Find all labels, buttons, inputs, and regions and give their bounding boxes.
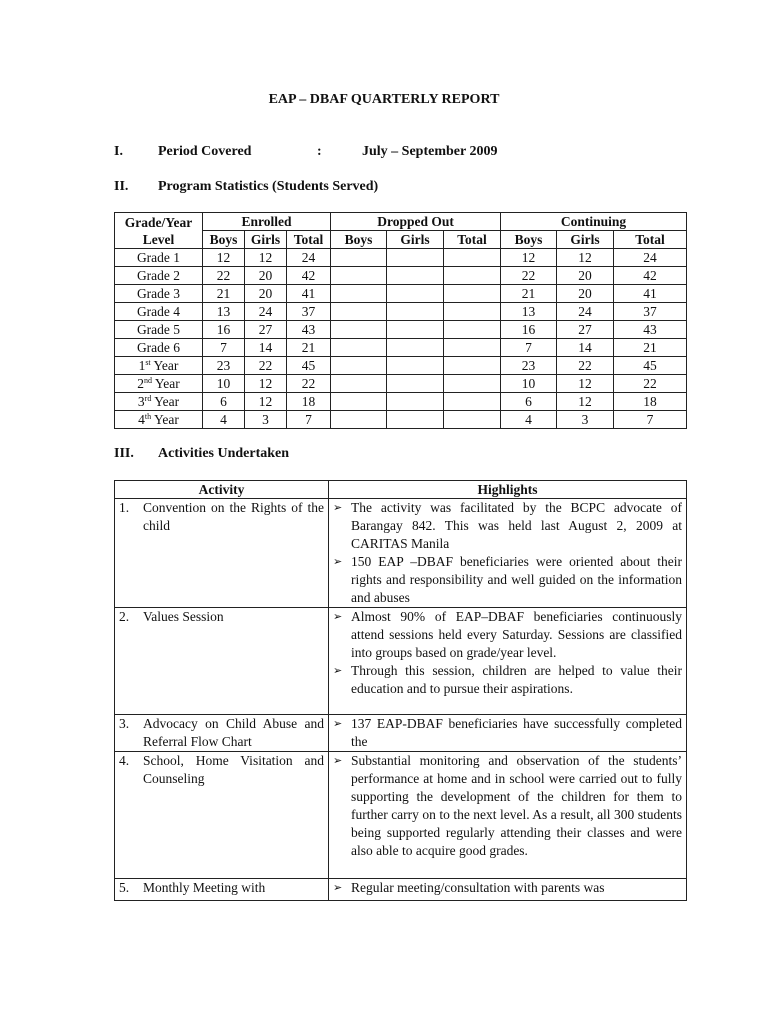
enrolled-value-cell: 23 <box>203 357 245 375</box>
arrowhead-bullet-icon: ➢ <box>333 611 343 623</box>
continuing-value-cell: 24 <box>614 249 687 267</box>
dropped-value-cell <box>331 249 387 267</box>
highlight-item <box>333 662 682 698</box>
enrolled-value-cell: 45 <box>287 357 331 375</box>
dropped-value-cell <box>444 303 501 321</box>
grade-label: Grade 6 <box>136 340 181 355</box>
dropped-value-cell <box>444 375 501 393</box>
arrowhead-bullet-icon: ➢ <box>333 718 343 730</box>
section-activities-undertaken <box>114 446 289 462</box>
activity-name: Convention on the Rights of the child <box>143 500 324 533</box>
subheader-cell: Total <box>444 231 501 249</box>
grade-level-cell <box>115 285 203 303</box>
grade-label: Grade 1 <box>136 250 181 265</box>
continuing-value-cell: 45 <box>614 357 687 375</box>
enrolled-value-cell: 21 <box>287 339 331 357</box>
dropped-value-cell <box>331 375 387 393</box>
continuing-value-cell: 12 <box>501 249 557 267</box>
highlights-header: Highlights <box>329 481 687 499</box>
highlights-cell <box>329 752 687 879</box>
enrolled-value-cell: 14 <box>245 339 287 357</box>
year-suffix: Year <box>151 394 180 409</box>
enrolled-value-cell: 22 <box>287 375 331 393</box>
continuing-value-cell: 22 <box>501 267 557 285</box>
dropped-value-cell <box>444 321 501 339</box>
dropped-value-cell <box>387 303 444 321</box>
table-row <box>115 339 687 357</box>
period-value: July – September 2009 <box>362 144 498 159</box>
table-row <box>115 375 687 393</box>
enrolled-value-cell: 24 <box>287 249 331 267</box>
activity-cell <box>115 879 329 901</box>
highlight-item <box>333 715 682 751</box>
subheader-cell: Boys <box>501 231 557 249</box>
continuing-value-cell: 14 <box>557 339 614 357</box>
enrolled-value-cell: 12 <box>245 393 287 411</box>
grade-label: Grade 3 <box>136 286 181 301</box>
enrolled-value-cell: 24 <box>245 303 287 321</box>
continuing-value-cell: 21 <box>614 339 687 357</box>
grade-label: 2 <box>137 376 144 391</box>
dropped-value-cell <box>331 339 387 357</box>
continuing-value-cell: 43 <box>614 321 687 339</box>
continuing-value-cell: 18 <box>614 393 687 411</box>
year-suffix: Year <box>151 412 179 427</box>
dropped-value-cell <box>444 267 501 285</box>
arrowhead-bullet-icon: ➢ <box>333 882 343 894</box>
grade-label: 1 <box>138 358 146 373</box>
highlight-text: Substantial monitoring and observation of the students’ performance at home and in school were carried out to fully supporting the development of the children for them to further carry on to the next level. As a result, all 300 students being supported regularly attending their classes and were also able to acquire good grades. <box>351 753 682 858</box>
enrolled-value-cell: 12 <box>203 249 245 267</box>
subheader-cell: Boys <box>203 231 245 249</box>
dropped-value-cell <box>387 411 444 429</box>
subheader-cell: Total <box>614 231 687 249</box>
table-row <box>115 321 687 339</box>
section-label: Program Statistics (Students Served) <box>158 179 379 194</box>
continuing-value-cell: 22 <box>614 375 687 393</box>
enrolled-value-cell: 7 <box>287 411 331 429</box>
activity-name: Advocacy on Child Abuse and Referral Flow Chart <box>143 716 324 749</box>
activity-row <box>115 608 687 715</box>
enrolled-value-cell: 3 <box>245 411 287 429</box>
subheader-cell: Girls <box>557 231 614 249</box>
enrolled-value-cell: 4 <box>203 411 245 429</box>
arrowhead-bullet-icon: ➢ <box>333 502 343 514</box>
section-number: II. <box>114 179 129 194</box>
dropped-value-cell <box>444 357 501 375</box>
enrolled-value-cell: 41 <box>287 285 331 303</box>
grade-level-cell <box>115 321 203 339</box>
activity-item <box>119 499 324 535</box>
dropped-value-cell <box>444 285 501 303</box>
enrolled-value-cell: 20 <box>245 285 287 303</box>
grade-label: 4 <box>138 412 145 427</box>
enrolled-value-cell: 7 <box>203 339 245 357</box>
dropped-value-cell <box>387 393 444 411</box>
activity-cell <box>115 608 329 715</box>
subheader-cell: Total <box>287 231 331 249</box>
grade-level-cell <box>115 339 203 357</box>
continuing-value-cell: 3 <box>557 411 614 429</box>
table-row <box>115 285 687 303</box>
enrolled-value-cell: 12 <box>245 249 287 267</box>
dropped-value-cell <box>387 285 444 303</box>
section-colon: : <box>317 144 322 159</box>
section-label: Activities Undertaken <box>158 446 290 461</box>
enrolled-value-cell: 42 <box>287 267 331 285</box>
enrolled-value-cell: 37 <box>287 303 331 321</box>
enrolled-value-cell: 43 <box>287 321 331 339</box>
continuing-value-cell: 12 <box>557 249 614 267</box>
continuing-value-cell: 41 <box>614 285 687 303</box>
table-row <box>115 393 687 411</box>
activity-item <box>119 715 324 751</box>
continuing-value-cell: 7 <box>614 411 687 429</box>
continuing-value-cell: 37 <box>614 303 687 321</box>
report-title: EAP – DBAF QUARTERLY REPORT <box>268 92 500 107</box>
activity-header: Activity <box>115 481 329 499</box>
grade-level-cell <box>115 267 203 285</box>
grade-level-cell <box>115 411 203 429</box>
activity-name: Values Session <box>143 609 224 624</box>
highlight-text: The activity was facilitated by the BCPC advocate of Barangay 842. This was held last August 2, 2009 at CARITAS Manila <box>351 500 682 551</box>
dropped-value-cell <box>331 411 387 429</box>
grade-level-cell <box>115 303 203 321</box>
continuing-value-cell: 12 <box>557 375 614 393</box>
ordinal-suffix: st <box>145 358 151 367</box>
subheader-cell: Girls <box>387 231 444 249</box>
dropped-value-cell <box>387 267 444 285</box>
activity-number: 5. <box>119 880 130 895</box>
highlight-text: Almost 90% of EAP–DBAF beneficiaries continuously attend sessions held every Saturday. Sessions are classified into groups based on grade/year level. <box>351 609 682 660</box>
continuing-value-cell: 7 <box>501 339 557 357</box>
section-number: III. <box>114 446 134 461</box>
section-period-covered <box>114 144 498 160</box>
highlight-item <box>333 608 682 662</box>
activity-item <box>119 752 324 788</box>
dropped-value-cell <box>387 249 444 267</box>
enrolled-value-cell: 13 <box>203 303 245 321</box>
continuing-value-cell: 10 <box>501 375 557 393</box>
table-row <box>115 303 687 321</box>
continuing-header: Continuing <box>501 213 687 231</box>
continuing-value-cell: 24 <box>557 303 614 321</box>
enrolled-value-cell: 22 <box>245 357 287 375</box>
continuing-value-cell: 12 <box>557 393 614 411</box>
activity-cell <box>115 752 329 879</box>
highlights-cell <box>329 715 687 752</box>
activity-item <box>119 879 324 897</box>
dropped-value-cell <box>331 303 387 321</box>
year-suffix: Year <box>151 376 180 391</box>
enrolled-header: Enrolled <box>203 213 331 231</box>
dropped-value-cell <box>387 375 444 393</box>
highlight-item <box>333 553 682 607</box>
continuing-value-cell: 21 <box>501 285 557 303</box>
activity-cell <box>115 499 329 608</box>
continuing-value-cell: 42 <box>614 267 687 285</box>
arrowhead-bullet-icon: ➢ <box>333 755 343 767</box>
arrowhead-bullet-icon: ➢ <box>333 556 343 568</box>
highlight-item <box>333 752 682 860</box>
subheader-cell: Girls <box>245 231 287 249</box>
dropped-value-cell <box>331 285 387 303</box>
program-statistics-table <box>114 212 687 429</box>
activities-table <box>114 480 687 901</box>
activity-item <box>119 608 324 626</box>
dropped-out-header: Dropped Out <box>331 213 501 231</box>
continuing-value-cell: 20 <box>557 285 614 303</box>
dropped-value-cell <box>444 249 501 267</box>
dropped-value-cell <box>387 339 444 357</box>
enrolled-value-cell: 21 <box>203 285 245 303</box>
grade-level-cell <box>115 249 203 267</box>
continuing-value-cell: 4 <box>501 411 557 429</box>
grade-level-cell <box>115 357 203 375</box>
activity-row <box>115 879 687 901</box>
highlights-cell <box>329 879 687 901</box>
dropped-value-cell <box>444 411 501 429</box>
enrolled-value-cell: 10 <box>203 375 245 393</box>
activity-row <box>115 715 687 752</box>
year-suffix: Year <box>150 358 179 373</box>
dropped-value-cell <box>444 393 501 411</box>
continuing-value-cell: 6 <box>501 393 557 411</box>
ordinal-suffix: rd <box>144 394 152 403</box>
grade-level-cell <box>115 393 203 411</box>
grade-label: Grade 4 <box>136 304 181 319</box>
highlight-item <box>333 499 682 553</box>
table-row <box>115 357 687 375</box>
highlight-text: Through this session, children are helped to value their education and to pursue their aspirations. <box>351 663 682 696</box>
grade-label: Grade 2 <box>136 268 181 283</box>
section-number: I. <box>114 144 123 159</box>
continuing-value-cell: 16 <box>501 321 557 339</box>
dropped-value-cell <box>331 321 387 339</box>
highlight-text: Regular meeting/consultation with parents was <box>351 880 605 895</box>
highlights-cell <box>329 608 687 715</box>
grade-level-header: Grade/Year Level <box>115 213 203 249</box>
continuing-value-cell: 20 <box>557 267 614 285</box>
activity-row <box>115 752 687 879</box>
activity-name: Monthly Meeting with <box>143 880 266 895</box>
grade-label: 3 <box>137 394 145 409</box>
dropped-value-cell <box>331 267 387 285</box>
table-row <box>115 411 687 429</box>
activity-number: 2. <box>119 609 130 624</box>
activity-name: School, Home Visitation and Counseling <box>143 753 324 786</box>
activity-number: 3. <box>119 716 130 731</box>
activity-cell <box>115 715 329 752</box>
activity-number: 1. <box>119 500 130 515</box>
enrolled-value-cell: 22 <box>203 267 245 285</box>
continuing-value-cell: 27 <box>557 321 614 339</box>
dropped-value-cell <box>387 357 444 375</box>
activity-row <box>115 499 687 608</box>
enrolled-value-cell: 6 <box>203 393 245 411</box>
grade-level-cell <box>115 375 203 393</box>
dropped-value-cell <box>387 321 444 339</box>
activity-number: 4. <box>119 753 130 768</box>
dropped-value-cell <box>331 393 387 411</box>
highlight-item <box>333 879 682 897</box>
arrowhead-bullet-icon: ➢ <box>333 665 343 677</box>
enrolled-value-cell: 20 <box>245 267 287 285</box>
continuing-value-cell: 13 <box>501 303 557 321</box>
highlight-text: 150 EAP –DBAF beneficiaries were oriented about their rights and responsibility and well guided on the information and abuses <box>351 554 682 605</box>
highlights-cell <box>329 499 687 608</box>
dropped-value-cell <box>444 339 501 357</box>
table-row <box>115 249 687 267</box>
enrolled-value-cell: 12 <box>245 375 287 393</box>
subheader-cell: Boys <box>331 231 387 249</box>
section-label: Period Covered <box>158 144 252 159</box>
highlight-text: 137 EAP-DBAF beneficiaries have successfully completed the <box>351 716 682 749</box>
enrolled-value-cell: 27 <box>245 321 287 339</box>
continuing-value-cell: 22 <box>557 357 614 375</box>
grade-label: Grade 5 <box>136 322 181 337</box>
ordinal-suffix: nd <box>143 376 152 385</box>
continuing-value-cell: 23 <box>501 357 557 375</box>
enrolled-value-cell: 18 <box>287 393 331 411</box>
table-row <box>115 267 687 285</box>
dropped-value-cell <box>331 357 387 375</box>
ordinal-suffix: th <box>144 412 152 421</box>
enrolled-value-cell: 16 <box>203 321 245 339</box>
section-program-statistics <box>114 179 378 195</box>
